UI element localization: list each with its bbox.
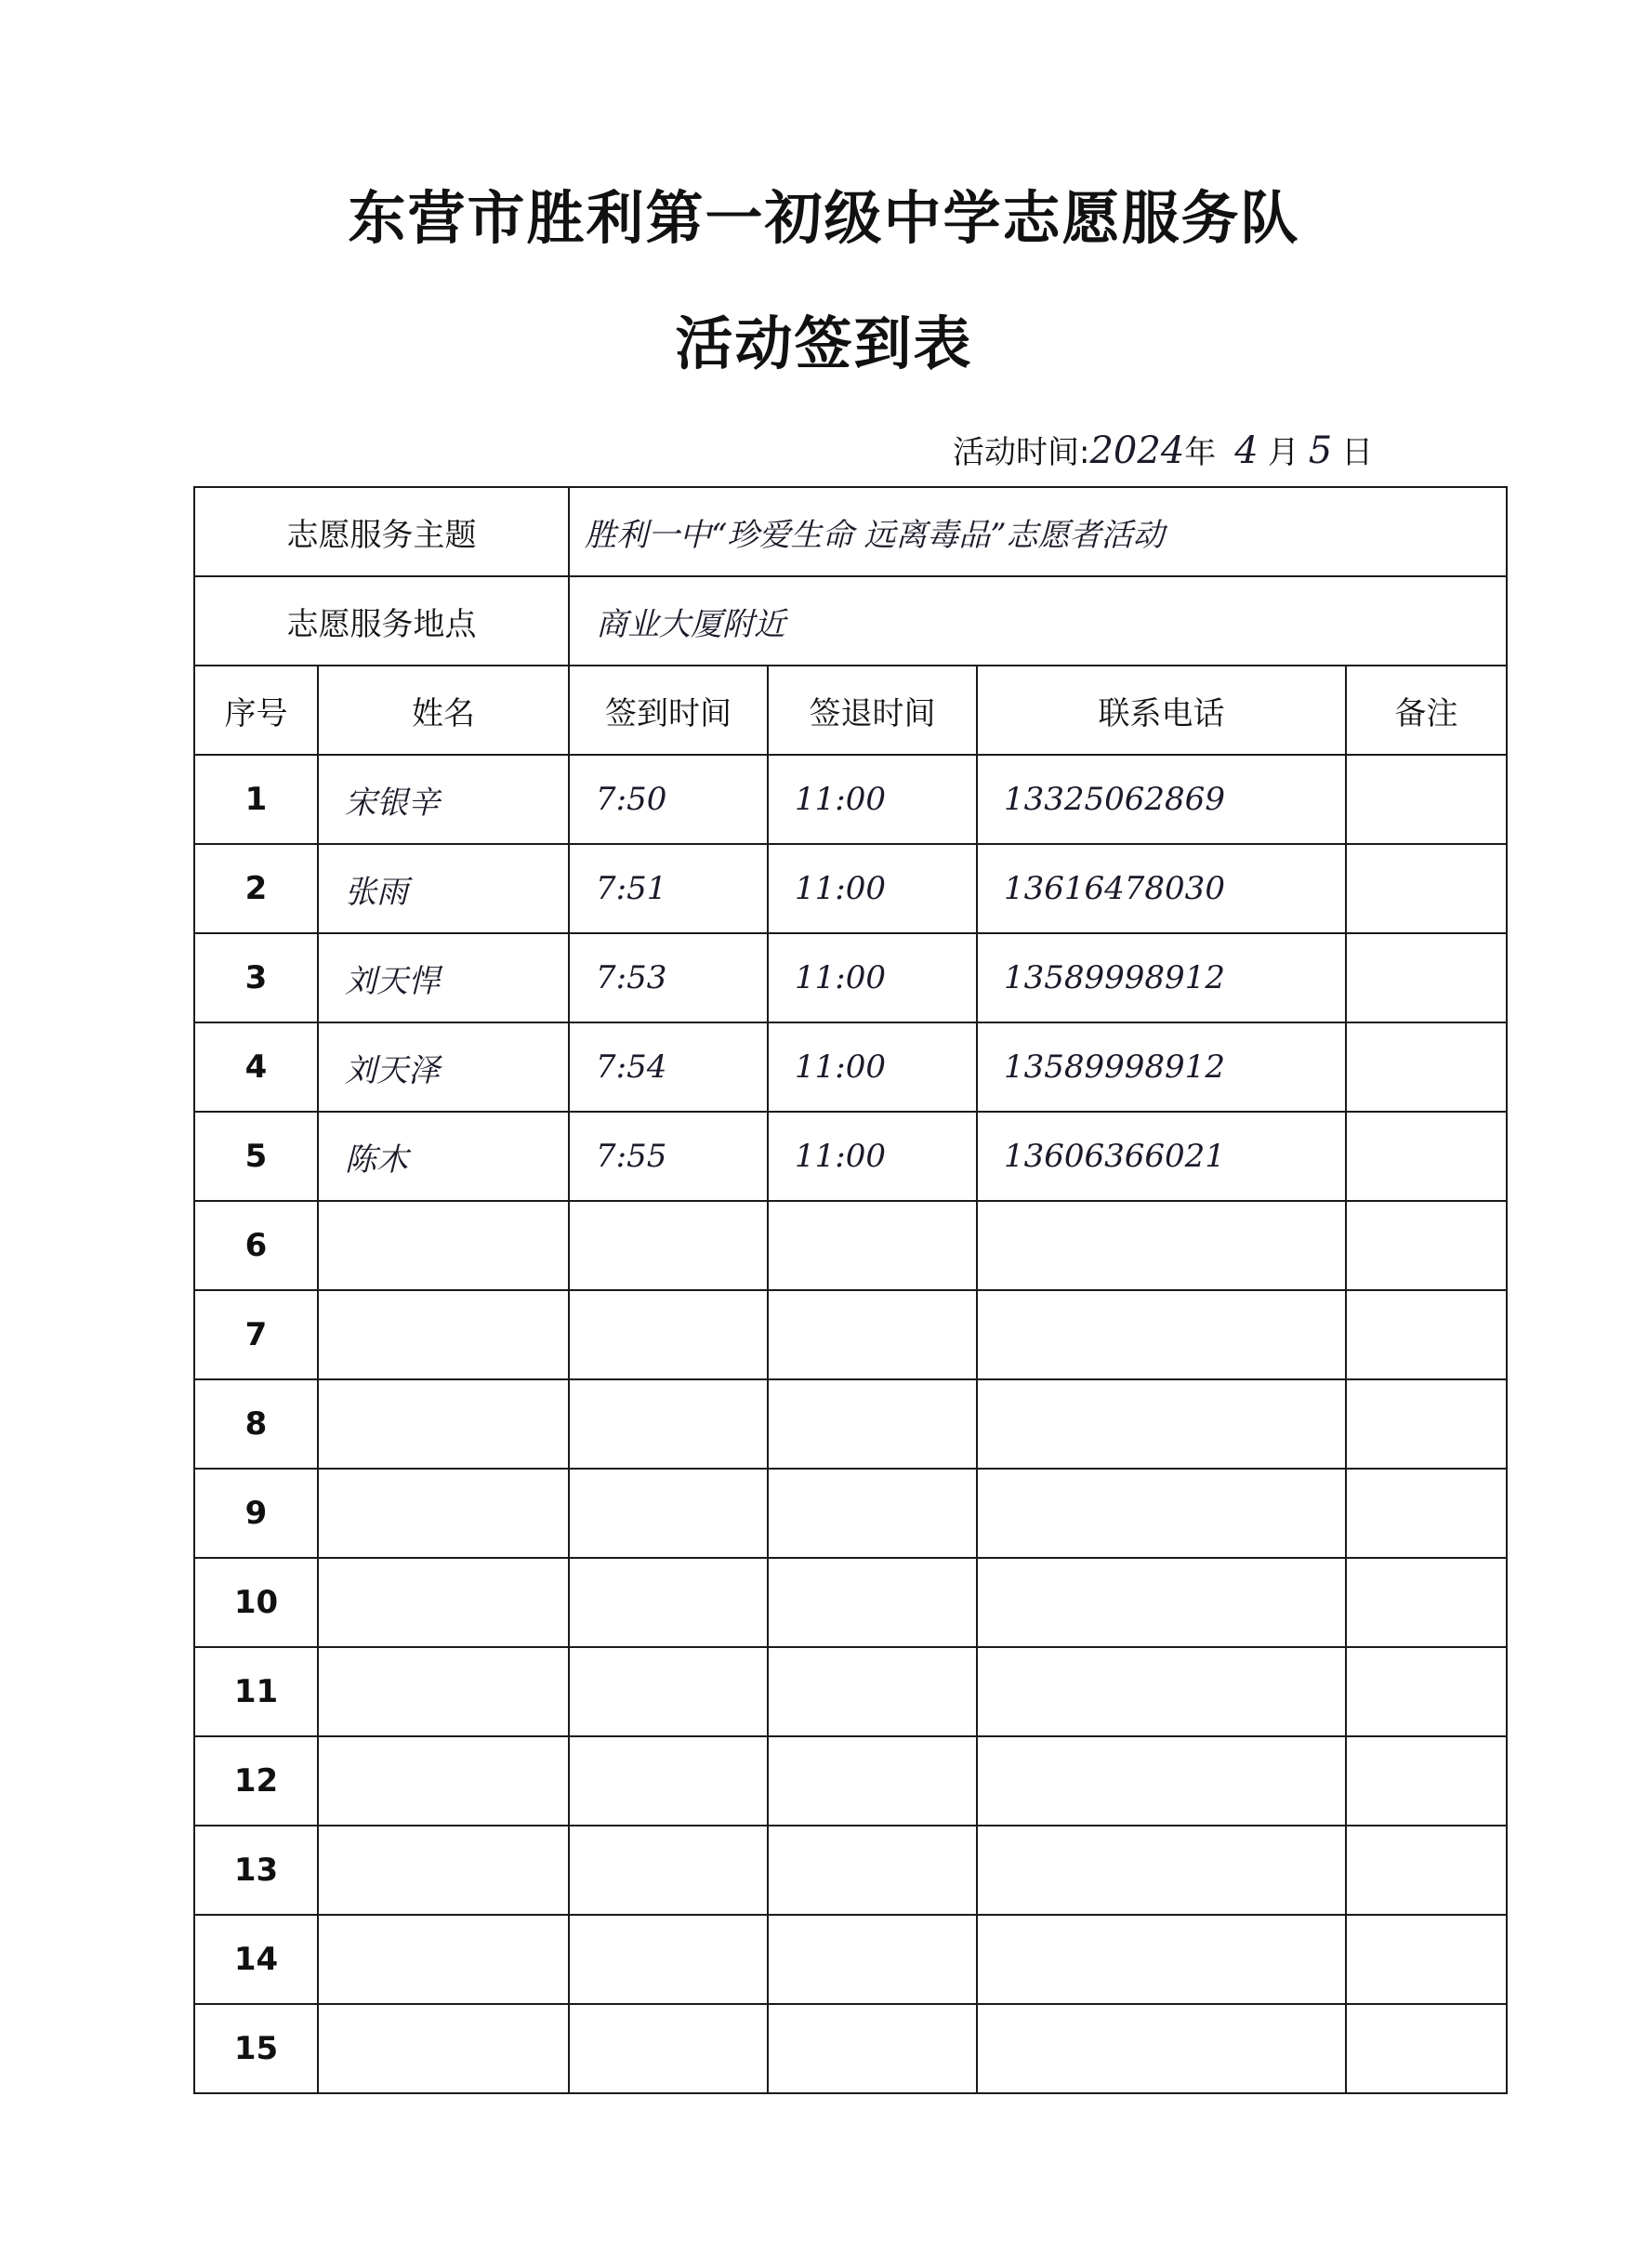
theme-label: 志愿服务主题 <box>194 487 569 576</box>
table-row <box>194 1736 1507 1826</box>
row-number: 13 <box>194 1826 318 1915</box>
row-number: 8 <box>194 1379 318 1469</box>
row-number: 5 <box>194 1112 318 1201</box>
phone-number <box>977 1201 1346 1290</box>
phone-number <box>977 1736 1346 1826</box>
note-cell <box>1346 933 1507 1022</box>
document-title: 东营市胜利第一初级中学志愿服务队 <box>348 184 1300 252</box>
note-cell <box>1346 844 1507 933</box>
date-month: 4 <box>1234 429 1259 472</box>
sign-in-time <box>569 1915 768 2004</box>
table-row <box>194 1022 1507 1112</box>
phone-number <box>977 1469 1346 1558</box>
note-cell <box>1346 2004 1507 2093</box>
table-row <box>194 755 1507 844</box>
table-row <box>194 1558 1507 1647</box>
theme-value: 胜利一中“珍爱生命 远离毒品”志愿者活动 <box>569 487 1507 576</box>
row-number: 7 <box>194 1290 318 1379</box>
date-label: 活动时间: <box>953 434 1090 471</box>
header-row <box>194 666 1507 755</box>
signer-name <box>318 1201 569 1290</box>
row-number: 6 <box>194 1201 318 1290</box>
table-row <box>194 1290 1507 1379</box>
table-row <box>194 933 1507 1022</box>
column-header: 签到时间 <box>569 666 768 755</box>
signer-name <box>318 1290 569 1379</box>
sign-in-time: 7:54 <box>569 1022 768 1112</box>
sign-in-table <box>193 486 1508 2094</box>
sign-in-time <box>569 1826 768 1915</box>
sign-out-time: 11:00 <box>768 1022 977 1112</box>
sign-out-time: 11:00 <box>768 1112 977 1201</box>
sign-out-time <box>768 2004 977 2093</box>
sign-in-time <box>569 1201 768 1290</box>
signer-name <box>318 1826 569 1915</box>
sign-out-time <box>768 1290 977 1379</box>
signer-name <box>318 1558 569 1647</box>
sign-out-time <box>768 1826 977 1915</box>
phone-number <box>977 1558 1346 1647</box>
signer-name <box>318 1647 569 1736</box>
note-cell <box>1346 1290 1507 1379</box>
row-number: 4 <box>194 1022 318 1112</box>
phone-number: 13606366021 <box>977 1112 1346 1201</box>
row-number: 11 <box>194 1647 318 1736</box>
phone-number <box>977 1379 1346 1469</box>
row-number: 1 <box>194 755 318 844</box>
sign-in-time <box>569 1379 768 1469</box>
note-cell <box>1346 1112 1507 1201</box>
phone-number <box>977 2004 1346 2093</box>
sign-in-time <box>569 1736 768 1826</box>
signer-name <box>318 2004 569 2093</box>
sign-in-time <box>569 2004 768 2093</box>
sign-out-time <box>768 1647 977 1736</box>
table-row <box>194 1201 1507 1290</box>
note-cell <box>1346 1647 1507 1736</box>
sign-in-time: 7:53 <box>569 933 768 1022</box>
table-row <box>194 1469 1507 1558</box>
date-month-unit: 月 <box>1267 434 1299 471</box>
table-row <box>194 1915 1507 2004</box>
signer-name: 陈木 <box>318 1112 569 1201</box>
signer-name <box>318 1469 569 1558</box>
sign-out-time: 11:00 <box>768 755 977 844</box>
theme-row <box>194 487 1507 576</box>
phone-number <box>977 1915 1346 2004</box>
sign-in-time: 7:50 <box>569 755 768 844</box>
sign-out-time: 11:00 <box>768 933 977 1022</box>
sign-out-time <box>768 1736 977 1826</box>
phone-number <box>977 1647 1346 1736</box>
note-cell <box>1346 1379 1507 1469</box>
table-row <box>194 1112 1507 1201</box>
row-number: 14 <box>194 1915 318 2004</box>
phone-number: 13325062869 <box>977 755 1346 844</box>
sign-out-time <box>768 1379 977 1469</box>
column-header: 联系电话 <box>977 666 1346 755</box>
row-number: 15 <box>194 2004 318 2093</box>
phone-number <box>977 1826 1346 1915</box>
row-number: 10 <box>194 1558 318 1647</box>
column-header: 备注 <box>1346 666 1507 755</box>
signer-name <box>318 1379 569 1469</box>
sign-in-time: 7:55 <box>569 1112 768 1201</box>
signer-name: 张雨 <box>318 844 569 933</box>
sign-in-time <box>569 1647 768 1736</box>
signer-name <box>318 1736 569 1826</box>
note-cell <box>1346 1469 1507 1558</box>
row-number: 9 <box>194 1469 318 1558</box>
row-number: 12 <box>194 1736 318 1826</box>
sign-in-time <box>569 1469 768 1558</box>
phone-number: 13616478030 <box>977 844 1346 933</box>
note-cell <box>1346 755 1507 844</box>
table-row <box>194 2004 1507 2093</box>
signer-name: 宋银辛 <box>318 755 569 844</box>
note-cell <box>1346 1736 1507 1826</box>
row-number: 2 <box>194 844 318 933</box>
note-cell <box>1346 1022 1507 1112</box>
activity-date <box>953 416 1473 472</box>
table-row <box>194 844 1507 933</box>
sign-out-time <box>768 1558 977 1647</box>
date-day-unit: 日 <box>1341 434 1374 471</box>
column-header: 签退时间 <box>768 666 977 755</box>
phone-number: 13589998912 <box>977 1022 1346 1112</box>
sign-out-time: 11:00 <box>768 844 977 933</box>
phone-number <box>977 1290 1346 1379</box>
sign-out-time <box>768 1469 977 1558</box>
table-row <box>194 1826 1507 1915</box>
date-day: 5 <box>1308 429 1333 472</box>
sign-out-time <box>768 1201 977 1290</box>
sign-out-time <box>768 1915 977 2004</box>
location-row <box>194 576 1507 666</box>
signer-name: 刘天悍 <box>318 933 569 1022</box>
signer-name <box>318 1915 569 2004</box>
note-cell <box>1346 1558 1507 1647</box>
note-cell <box>1346 1201 1507 1290</box>
location-label: 志愿服务地点 <box>194 576 569 666</box>
phone-number: 13589998912 <box>977 933 1346 1022</box>
date-year: 2024 <box>1089 429 1185 472</box>
location-value: 商业大厦附近 <box>569 576 1507 666</box>
column-header: 姓名 <box>318 666 569 755</box>
sign-in-time: 7:51 <box>569 844 768 933</box>
sign-in-time <box>569 1558 768 1647</box>
row-number: 3 <box>194 933 318 1022</box>
column-header: 序号 <box>194 666 318 755</box>
table-row <box>194 1647 1507 1736</box>
note-cell <box>1346 1826 1507 1915</box>
table-row <box>194 1379 1507 1469</box>
note-cell <box>1346 1915 1507 2004</box>
signer-name: 刘天泽 <box>318 1022 569 1112</box>
date-year-unit: 年 <box>1184 434 1217 471</box>
document-subtitle: 活动签到表 <box>675 310 973 377</box>
sign-in-time <box>569 1290 768 1379</box>
